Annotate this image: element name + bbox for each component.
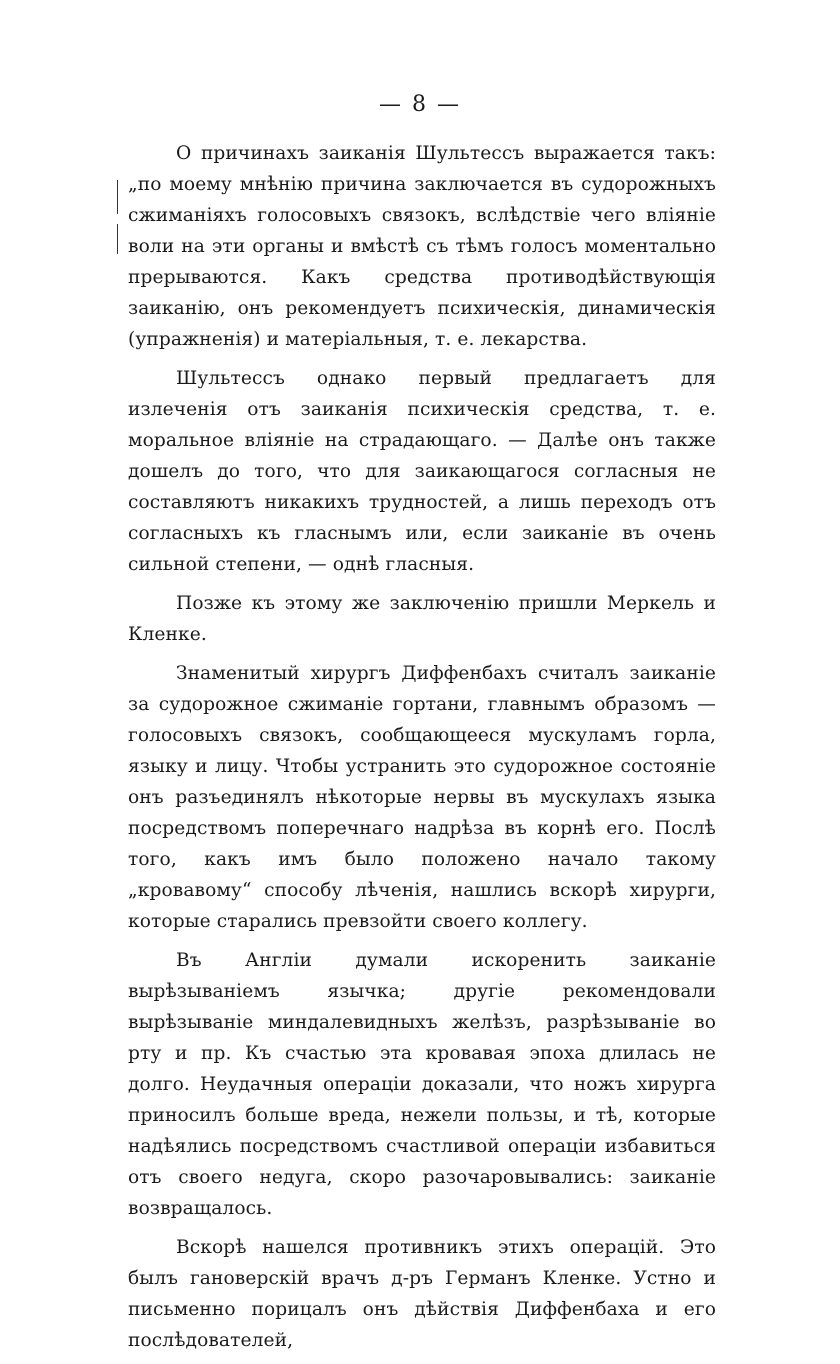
paragraph-schultess-causes: О причинахъ заиканія Шультессъ выражается такъ: „по моему мнѣнію причина заключается въ судорожныхъ сжиманіяхъ голосовыхъ связокъ, вслѣдствіе чего вліяніе воли на эти органы и вмѣстѣ съ тѣмъ голосъ моментально прерываются. Какъ средства противодѣйствующія заиканію, онъ рекомендуетъ психическія, динамическія (упражненія) и матеріальныя, т. е. лекарства. [128, 143, 716, 350]
paragraph-merkel-klenke: Позже къ этому же заключенію пришли Меркель и Кленке. [128, 593, 716, 645]
page-number: — 8 — [379, 92, 461, 117]
body-text [128, 138, 716, 1364]
margin-pencil-mark [117, 224, 118, 254]
paragraph-bloody-epoch: Въ Англіи думали искоренить заиканіе вырѣзываніемъ язычка; другіе рекомендовали вырѣзываніе миндалевидныхъ желѣзъ, разрѣзываніе во рту и пр. Къ счастью эта кровавая эпоха длилась не долго. Неудачныя операціи доказали, что ножъ хирурга приносилъ больше вреда, нежели пользы, и тѣ, которые надѣялись посредствомъ счастливой операціи избавиться отъ своего недуга, скоро разочаровывались: заиканіе возвращалось. [128, 950, 716, 1219]
paragraph-psychic-remedies: Шультессъ однако первый предлагаетъ для излеченія отъ заиканія психическія средства, т. е. моральное вліяніе на страдающаго. — Далѣе онъ также дошелъ до того, что для заикающагося согласныя не составляютъ никакихъ трудностей, а лишь переходъ отъ согласныхъ къ гласнымъ или, если заиканіе въ очень сильной степени, — однѣ гласныя. [128, 368, 716, 575]
paragraph-dieffenbach: Знаменитый хирургъ Диффенбахъ считалъ заиканіе за судорожное сжиманіе гортани, главнымъ образомъ — голосовыхъ связокъ, сообщающееся мускуламъ горла, языку и лицу. Чтобы устранить это судорожное состояніе онъ разъединялъ нѣкоторые нервы въ мускулахъ языка посредствомъ поперечнаго надрѣза въ корнѣ его. Послѣ того, какъ имъ было положено начало такому „кровавому“ способу лѣченія, нашлись вскорѣ хирурги, которые старались превзойти своего коллегу. [128, 663, 716, 932]
margin-pencil-mark [117, 180, 118, 214]
paragraph-klenke-opponent: Вскорѣ нашелся противникъ этихъ операцій. Это былъ гановерскій врачъ д-ръ Германъ Кленке. Устно и письменно порицалъ онъ дѣйствія Диффенбаха и его послѣдователей, [128, 1237, 716, 1351]
